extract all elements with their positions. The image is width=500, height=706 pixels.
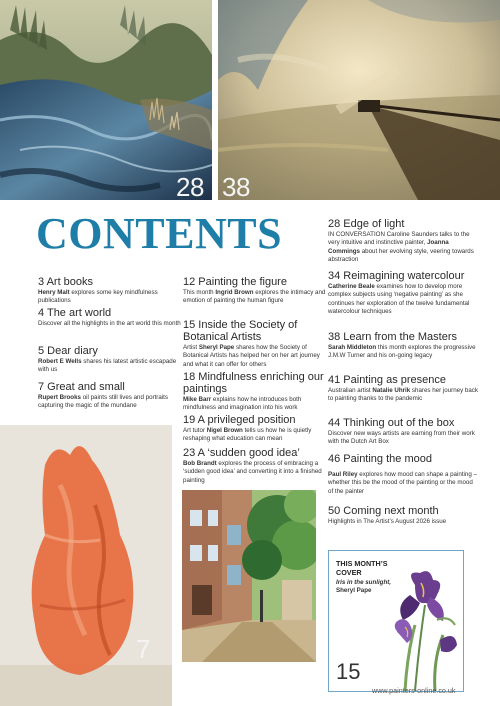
entry-heading: 41 Painting as presence	[328, 374, 447, 386]
cover-caption: Iris in the sunlight, Sheryl Pape	[336, 579, 392, 594]
entry-description: Art tutor Nigel Brown tells us how he is quietly reshaping what education can mean	[183, 427, 312, 443]
contents-entry-edge-of-light[interactable]	[328, 218, 478, 265]
entry-heading: 44 Thinking out of the box	[328, 417, 455, 429]
turner-painting-image	[218, 0, 500, 200]
entry-description: Discover all the highlights in the art world this month	[38, 320, 181, 327]
entry-heading: 46 Painting the mood	[328, 453, 432, 465]
entry-description: Australian artist Natalie Uhrik shares her journey back to painting thanks to the pandemic	[328, 387, 478, 403]
this-months-cover-box[interactable]	[328, 550, 464, 692]
entry-description: Highlights in The Artist’s August 2026 issue	[328, 518, 447, 525]
contents-entry-reimagining-watercolour[interactable]	[328, 270, 478, 317]
cover-title: THIS MONTH’S COVER	[336, 559, 388, 577]
entry-description: Paul Riley explores how mood can shape a painting – whether this be the mood of the painting or the mood of the painter	[328, 471, 477, 495]
entry-heading: 23 A ‘sudden good idea’	[183, 447, 300, 459]
entry-heading: 15 Inside the Society of Botanical Artists	[183, 319, 298, 343]
entry-description: Rupert Brooks oil paints still lives and portraits capturing the magic of the mundane	[38, 394, 168, 410]
contents-entry-painting-as-presence[interactable]	[328, 374, 478, 404]
entry-heading: 3 Art books	[38, 276, 94, 288]
iris-painting-image	[385, 565, 463, 691]
entry-heading: 4 The art world	[38, 307, 112, 319]
contents-entry-mindfulness[interactable]	[183, 371, 331, 413]
entry-description: Catherine Beale examines how to develop more complex subjects using ‘negative painting’ as she continues her exploration of the twelve fundamental watercolour techniques	[328, 283, 470, 316]
page-number-7: 7	[136, 634, 150, 664]
contents-entry-thinking-out-of-box[interactable]	[328, 417, 478, 447]
entry-description: IN CONVERSATION Caroline Saunders talks to the very intuitive and instinctive painter, Joanna Commings about her evolving style, veering towards abstraction	[328, 231, 474, 264]
contents-entry-dear-diary[interactable]	[38, 345, 186, 375]
entry-description: Henry Malt explores some key mindfulness publications	[38, 289, 158, 305]
page-number-15: 15	[336, 659, 361, 684]
entry-heading: 5 Dear diary	[38, 345, 98, 357]
landscape-painting-image	[0, 0, 212, 200]
contents-entry-art-world[interactable]	[38, 307, 186, 328]
page-number-28: 28	[176, 172, 204, 202]
entry-heading: 12 Painting the figure	[183, 276, 287, 288]
contents-entry-learn-from-masters[interactable]	[328, 331, 478, 361]
entry-heading: 19 A privileged position	[183, 414, 296, 426]
page-title: CONTENTS	[36, 209, 283, 258]
contents-entry-great-and-small[interactable]	[38, 381, 186, 411]
entry-description: Robert E Wells shares his latest artistic escapade with us	[38, 358, 177, 374]
entry-heading: 28 Edge of light	[328, 218, 405, 230]
entry-heading: 18 Mindfulness enriching our paintings	[183, 371, 324, 395]
entry-heading: 38 Learn from the Masters	[328, 331, 458, 343]
contents-entry-privileged-position[interactable]	[183, 414, 331, 444]
entry-description: This month Ingrid Brown explores the intimacy and emotion of painting the human figure	[183, 289, 326, 305]
website-url[interactable]: www.painters-online.co.uk	[372, 686, 456, 695]
entry-heading: 50 Coming next month	[328, 505, 439, 517]
contents-entry-art-books[interactable]	[38, 276, 186, 306]
page-number-38: 38	[222, 172, 250, 202]
entry-heading: 34 Reimagining watercolour	[328, 270, 465, 282]
entry-description: Discover new ways artists are earning from their work with the Dutch Art Box	[328, 430, 475, 446]
entry-heading: 7 Great and small	[38, 381, 125, 393]
contents-entry-painting-the-mood[interactable]	[328, 453, 478, 496]
entry-description: Bob Brandt explores the process of embracing a ‘sudden good idea’ and converting it into a finished painting	[183, 460, 322, 484]
street-scene-painting-image	[182, 490, 316, 662]
entry-description: Artist Sheryl Pape shares how the Society of Botanical Artists has helped her on her art journey and what it can offer for others	[183, 344, 320, 368]
contents-entry-sudden-good-idea[interactable]	[183, 447, 331, 485]
entry-description: Sarah Middleton this month explores the progressive J.M.W Turner and his on-going legacy	[328, 344, 476, 360]
contents-entry-coming-next-month[interactable]	[328, 505, 478, 526]
contents-entry-painting-the-figure[interactable]	[183, 276, 331, 306]
contents-entry-society-botanical-artists[interactable]	[183, 319, 331, 369]
entry-description: Mike Barr explains how he introduces both mindfulness and imagination into his work	[183, 396, 302, 412]
